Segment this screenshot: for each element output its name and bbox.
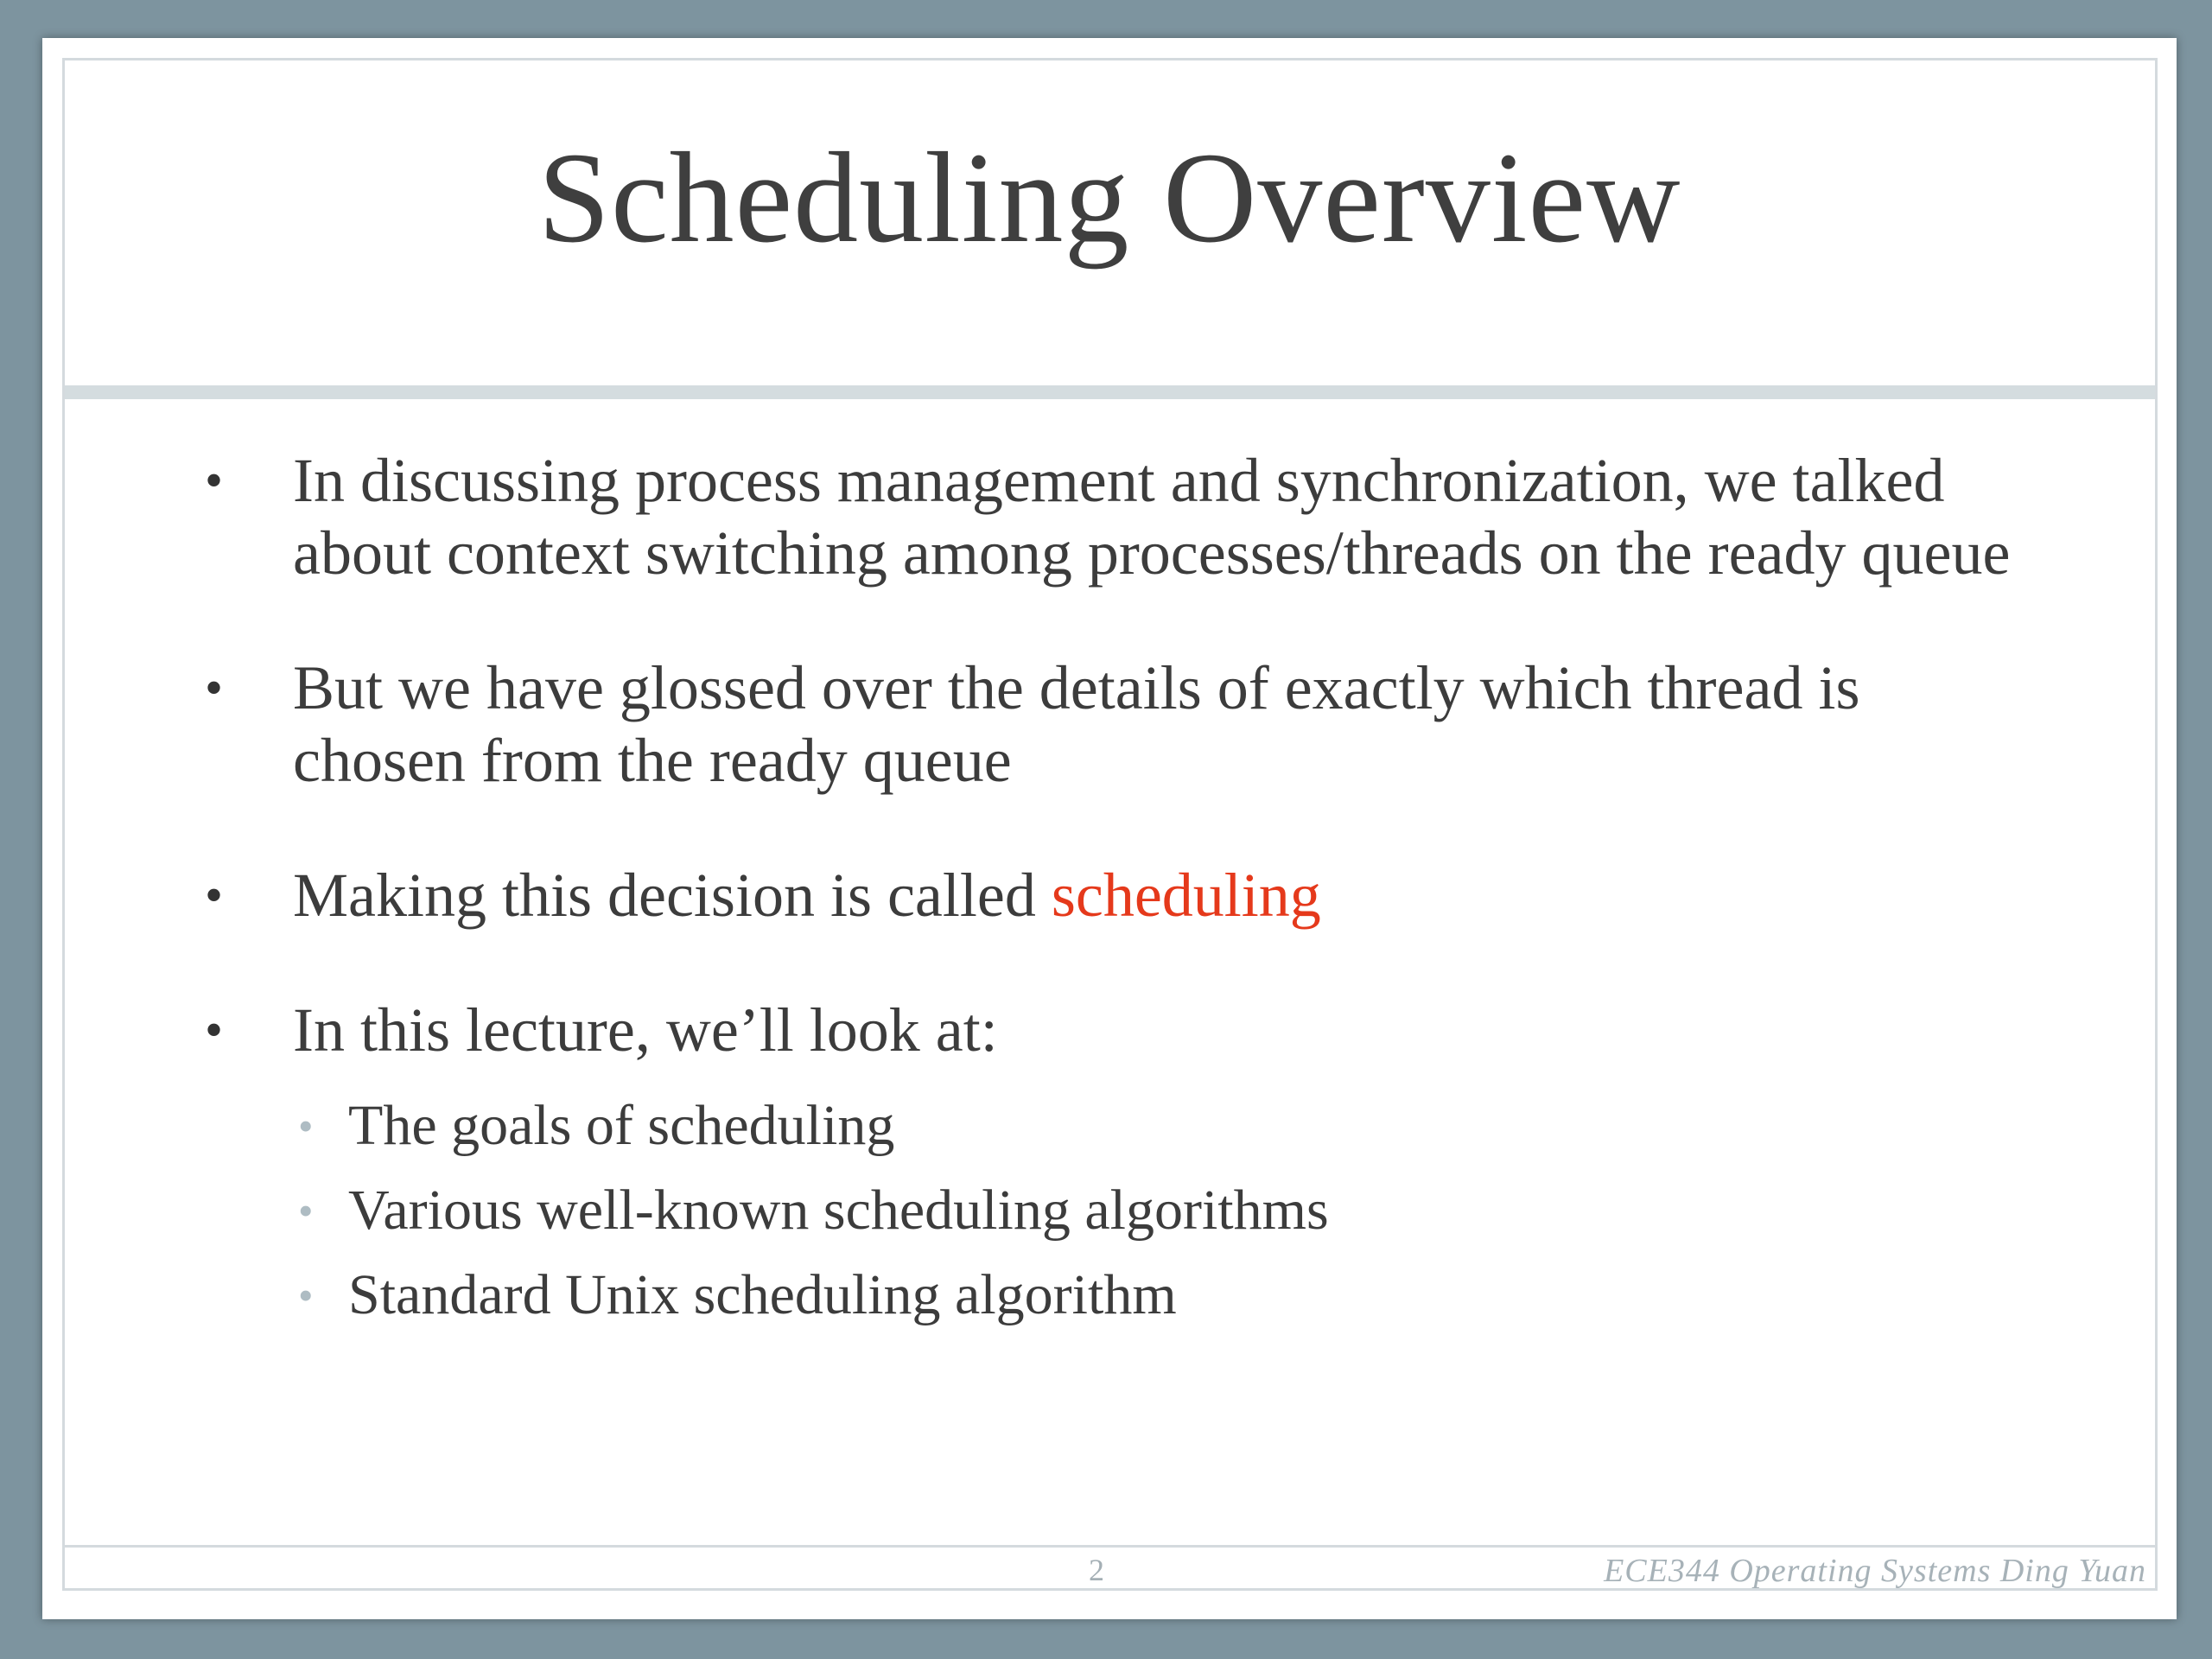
slide — [42, 38, 2177, 1619]
bullet-icon: • — [205, 867, 224, 924]
sub-bullet-text: Various well-known scheduling algorithms — [348, 1179, 1329, 1242]
sub-bullet-item — [293, 1253, 2047, 1338]
footer-divider — [65, 1545, 2155, 1548]
bullet-icon: • — [205, 452, 224, 509]
bullet-item — [163, 994, 2047, 1338]
highlight-term: scheduling — [1051, 861, 1321, 930]
footer-course-label: ECE344 Operating Systems Ding Yuan — [1604, 1553, 2146, 1589]
bullet-text: In discussing process management and synchronization, we talked about context switching among processes/threads on the ready queue — [293, 446, 2011, 588]
bullet-text: But we have glossed over the details of exactly which thread is chosen from the ready queue — [293, 653, 1860, 795]
bullet-item — [163, 444, 2047, 589]
bullet-item — [163, 859, 2047, 931]
sub-bullet-list — [293, 1084, 2047, 1338]
slide-title: Scheduling Overview — [537, 126, 1681, 270]
sub-bullet-icon: • — [298, 1186, 314, 1235]
sub-bullet-item — [293, 1084, 2047, 1168]
bullet-item — [163, 652, 2047, 797]
bullet-text: Making this decision is called — [293, 861, 1052, 930]
bullet-icon: • — [205, 659, 224, 716]
sub-bullet-item — [293, 1168, 2047, 1253]
page-number: 2 — [1089, 1553, 1104, 1587]
sub-bullet-icon: • — [298, 1102, 314, 1150]
title-divider — [65, 385, 2155, 399]
sub-bullet-text: The goals of scheduling — [348, 1094, 895, 1157]
sub-bullet-text: Standard Unix scheduling algorithm — [348, 1263, 1177, 1326]
sub-bullet-icon: • — [298, 1271, 314, 1319]
bullet-icon: • — [205, 1001, 224, 1058]
bullet-list — [163, 444, 2047, 1338]
bullet-text: In this lecture, we’ll look at: — [293, 995, 998, 1065]
